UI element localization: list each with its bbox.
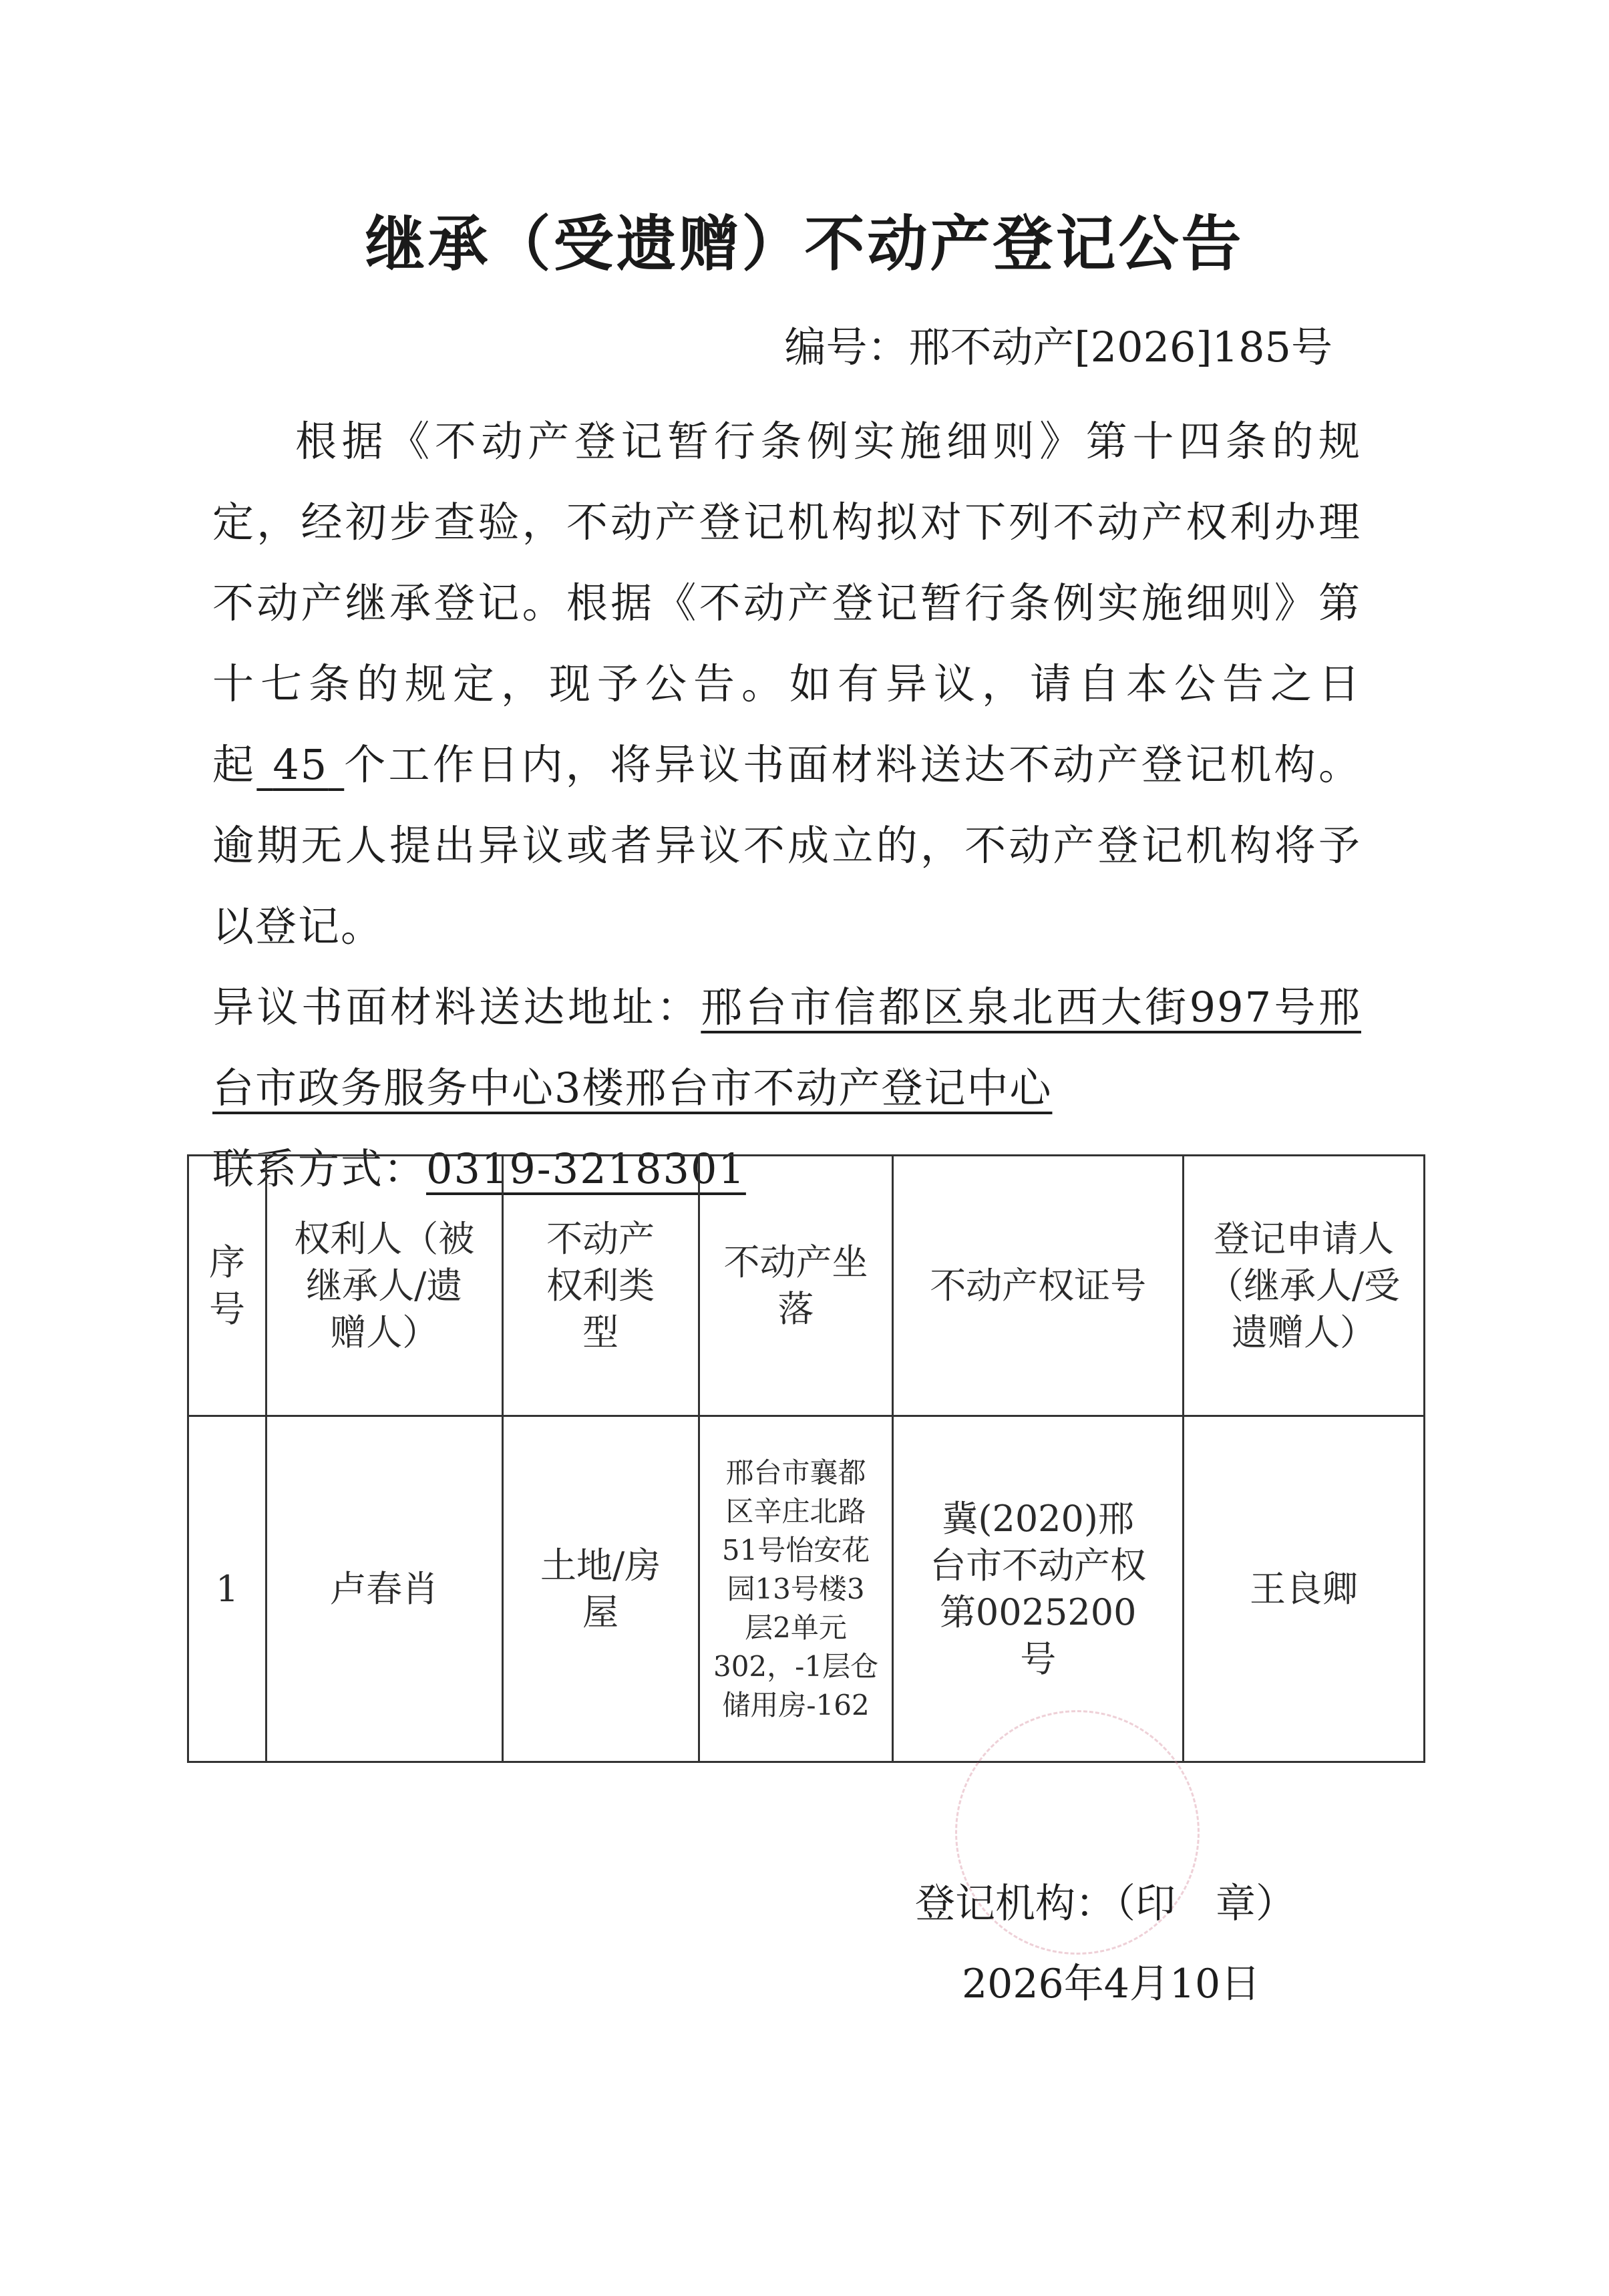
header-right-type: 不动产权利类型: [502, 1156, 699, 1416]
header-cert-no: 不动产权证号: [893, 1156, 1184, 1416]
address-label: 异议书面材料送达地址：: [212, 983, 701, 1031]
cell-cert-no: 冀(2020)邢台市不动产权第0025200号: [893, 1416, 1184, 1762]
signature-block: [915, 1864, 1296, 2024]
cell-seq: 1: [188, 1416, 266, 1762]
header-owner: 权利人（被继承人/遗赠人）: [266, 1156, 503, 1416]
header-seq: 序号: [188, 1156, 266, 1416]
registration-table: [187, 1154, 1425, 1763]
cell-owner: 卢春肖: [266, 1416, 503, 1762]
cell-right-type: 土地/房屋: [502, 1416, 699, 1762]
header-location: 不动产坐落: [699, 1156, 893, 1416]
objection-days: 45: [273, 740, 329, 789]
notice-text: 根据《不动产登记暂行条例实施细则》第十四条的规定，经初步查验，不动产登记机构拟对下列不动产权利办理不动产继承登记。根据《不动产登记暂行条例实施细则》第十七条的规定，现予公告。如有异议，请自本公告之日起: [212, 417, 1361, 789]
contact-label: 联系方式：: [212, 1144, 427, 1193]
table-header-row: [188, 1156, 1425, 1416]
notice-text-tail: 个工作日内，将异议书面材料送达不动产登记机构。逾期无人提出异议或者异议不成立的，不动产登记机构将予以登记。: [212, 740, 1361, 951]
header-applicant: 登记申请人（继承人/受遗赠人）: [1184, 1156, 1425, 1416]
contact-value: 0319-3218301: [426, 1144, 746, 1193]
document-number: 编号：邢不动产[2026]185号: [784, 323, 1332, 371]
notice-paragraph: [212, 401, 1361, 967]
registration-org: 登记机构：（印 章）: [915, 1880, 1296, 1927]
page-title: 继承（受遗赠）不动产登记公告: [365, 209, 1244, 279]
notice-date: 2026年4月10日: [962, 1961, 1261, 2007]
cell-applicant: 王良卿: [1184, 1416, 1425, 1762]
notice-body: [212, 401, 1361, 1209]
address-line: [212, 967, 1361, 1128]
address-value: 邢台市信都区泉北西大街997号邢台市政务服务中心3楼邢台市不动产登记中心: [212, 983, 1361, 1112]
table-row: [188, 1416, 1425, 1762]
cell-location: 邢台市襄都区辛庄北路51号怡安花园13号楼3层2单元302，-1层仓储用房-162: [699, 1416, 893, 1762]
